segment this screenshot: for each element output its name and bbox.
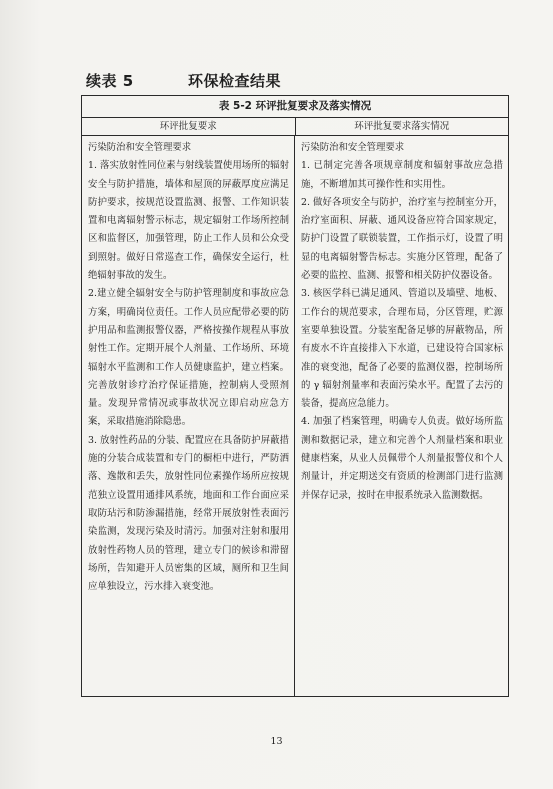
implementation-paragraph: 4. 加强了档案管理，明确专人负责。做好场所监测和数据记录，建立和完善个人剂量档案和职业健康档案，从业人员佩带个人剂量报警仪和个人剂量计，并定期送交有资质的检测部门进行监测并保存记录，按时在申报系统录入监测数据。	[301, 416, 503, 501]
requirements-paragraph: 3. 放射性药品的分装、配置应在具备防护屏蔽措施的分装合成装置和专门的橱柜中进行，严防洒落、逸散和丢失，放射性同位素操作场所应按规范独立设置用通排风系统，地面和工作台面应采取防玷污和防渗漏措施，经常开展放射性表面污染监测，发现污染及时清污。加强对注射和服用放射性药物人员的管理，建立专门的候诊和滞留场所，告知避开人员密集的区域，厕所和卫生间应单独设立，污水排入衰变池。	[88, 434, 289, 593]
implementation-paragraph: 2. 做好各项安全与防护，治疗室与控制室分开，治疗室面积、屏蔽、通风设备应符合国家规定，防护门设置了联锁装置，工作指示灯，设置了明显的电离辐射警告标志。实施分区管理，配备了必要的监控、监测、报警和相关防护仪器设备。	[301, 196, 503, 282]
requirements-paragraph: 污染防治和安全管理要求	[88, 142, 192, 153]
requirements-paragraph: 2.建立健全辐射安全与防护管理制度和事故应急方案，明确岗位责任。工作人员应配带必要的防护用品和监测报警仪器，严格按操作规程从事放射性工作。定期开展个人剂量、工作场所、环境辐射水平监测和工作人员健康监护，建立档案。完善放射诊疗治疗保证措施，控制病人受照剂量。发现异常情况或事故状况立即启动应急方案，采取措施消除隐患。	[88, 288, 289, 428]
table-body-row	[82, 136, 508, 696]
column-header-requirements: 环评批复要求	[82, 118, 296, 135]
requirements-table	[81, 95, 509, 697]
implementation-paragraph: 1. 已制定完善各项规章制度和辐射事故应急措施，不断增加其可操作性和实用性。	[301, 160, 503, 190]
table-header-row	[82, 118, 508, 136]
section-title: 环保检查结果	[188, 72, 282, 90]
page-number: 13	[270, 736, 283, 747]
implementation-cell	[295, 136, 508, 696]
requirements-paragraph: 1. 落实放射性同位素与射线装置使用场所的辐射安全与防护措施，墙体和屋顶的屏蔽厚度应满足防护要求，按规范设置监测、报警、工作知识装置和电离辐射警示标志，规定辐射工作场所控制区和监督区，加强管理，防止工作人员和公众受到照射。做好日常巡查工作，确保安全运行，杜绝辐射事故的发生。	[88, 160, 289, 282]
column-header-implementation: 环评批复要求落实情况	[354, 121, 450, 132]
table-caption: 表 5-2 环评批复要求及落实情况	[82, 96, 508, 118]
implementation-paragraph: 3. 核医学科已满足通风、管道以及墙壁、地板、工作台的规范要求，合理布局，分区管理，贮源室要单独设置。分装室配备足够的屏蔽物品，所有废水不许直接排入下水道，已建设符合国家标准的衰变池，配备了必要的监测仪器，控制场所的 γ 辐射剂量率和表面污染水平。配置了去污的装备，提高应急能力。	[301, 288, 503, 410]
implementation-paragraph: 污染防治和安全管理要求	[301, 142, 405, 153]
section-number: 续表 5	[86, 72, 134, 90]
section-heading	[86, 70, 506, 91]
requirements-cell	[82, 136, 295, 696]
